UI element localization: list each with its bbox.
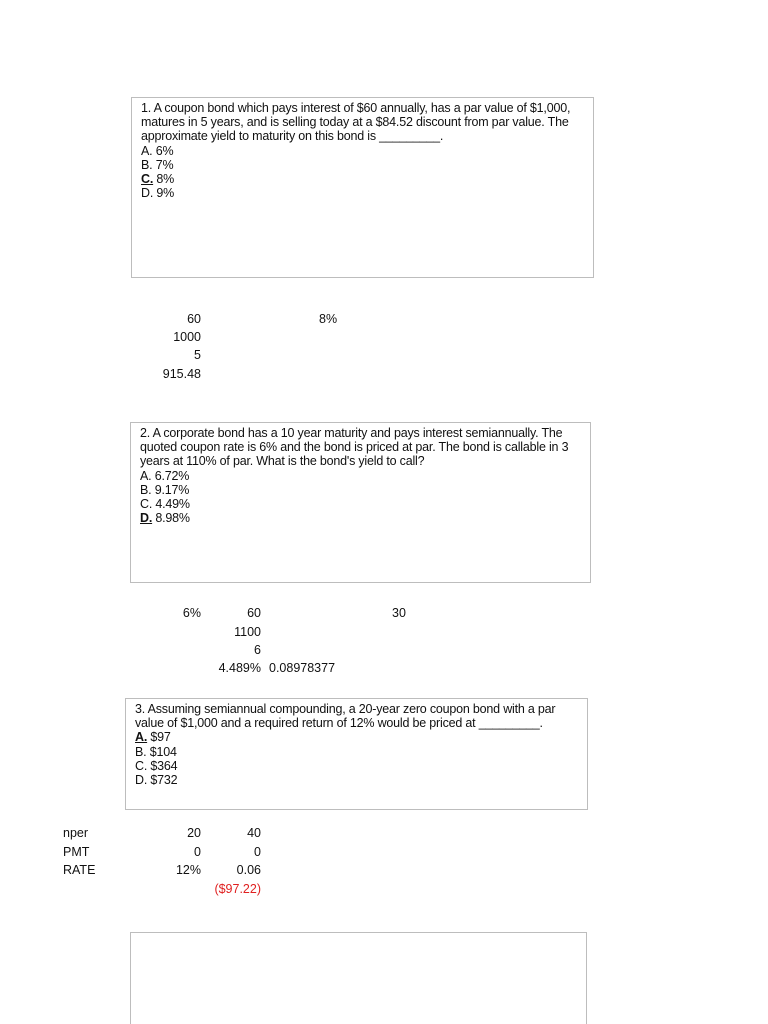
calc1-fv: 1000 xyxy=(173,330,201,344)
option-letter: B. xyxy=(140,482,152,497)
option-value: 7% xyxy=(155,157,174,172)
calc1-result: 8% xyxy=(319,312,338,326)
question-2-box xyxy=(130,422,591,583)
calc1-pv: 915.48 xyxy=(162,367,201,381)
option-letter: A. xyxy=(141,143,153,158)
calc3-nper-years: 20 xyxy=(187,826,201,840)
question-1-option-d xyxy=(141,186,587,200)
calc3-pmt-period: 0 xyxy=(254,845,261,859)
question-1-option-c xyxy=(141,172,587,186)
question-3-text: 3. Assuming semiannual compounding, a 20-year zero coupon bond with a par value of $1,000 and a required return of 12% would be priced at _________. xyxy=(135,702,556,731)
calc3-label-rate: RATE xyxy=(63,863,96,877)
calc3-label-pmt: PMT xyxy=(63,845,90,859)
calc1-nper: 5 xyxy=(194,348,201,362)
option-value: 8.98% xyxy=(155,511,190,526)
question-3-box xyxy=(125,698,588,810)
calc2-ytc-percent: 4.489% xyxy=(218,661,261,675)
question-2-option-a xyxy=(140,469,584,483)
option-value: $104 xyxy=(149,744,177,759)
question-1-option-a xyxy=(141,144,587,158)
option-letter: B. xyxy=(141,157,153,172)
option-value: 9% xyxy=(156,186,175,201)
question-2-option-d xyxy=(140,511,584,525)
option-letter: D. xyxy=(141,186,154,201)
calc2-nper: 6 xyxy=(254,643,261,657)
option-value: 9.17% xyxy=(154,482,190,497)
calc2-fv: 1100 xyxy=(234,625,261,639)
question-1-option-b xyxy=(141,158,587,172)
question-3-option-b xyxy=(135,745,581,759)
calc2-ytc-decimal: 0.08978377 xyxy=(269,661,336,675)
option-value: $364 xyxy=(150,758,178,773)
calc3-pmt-annual: 0 xyxy=(194,845,201,859)
option-letter-correct: C. xyxy=(141,172,154,187)
option-letter-correct: D. xyxy=(140,511,153,526)
question-3-option-d xyxy=(135,773,581,787)
question-2-text: 2. A corporate bond has a 10 year maturity and pays interest semiannually. The quoted coupon rate is 6% and the bond is priced at par. The bond is callable in 3 years at 110% of par. What is the bond's yield to call? xyxy=(140,426,569,469)
option-letter: C. xyxy=(140,497,153,512)
question-1-box xyxy=(131,97,594,278)
question-1-text: 1. A coupon bond which pays interest of $60 annually, has a par value of $1,000, matures in 5 years, and is selling today at a $84.52 discount from par value. The approximate yield to maturity on this bond is _________. xyxy=(141,101,571,144)
option-value: 6.72% xyxy=(154,468,190,483)
question-4-box-partial xyxy=(130,932,587,1024)
question-3-option-c xyxy=(135,759,581,773)
option-letter-correct: A. xyxy=(135,730,148,745)
question-2-option-c xyxy=(140,497,584,511)
calc2-pmt: 60 xyxy=(247,606,261,620)
calc3-nper-periods: 40 xyxy=(247,826,261,840)
option-letter: D. xyxy=(135,773,148,788)
option-value: 6% xyxy=(155,143,174,158)
calc3-price-result: ($97.22) xyxy=(214,882,261,896)
calc3-rate-annual: 12% xyxy=(175,863,201,877)
option-value: 8% xyxy=(156,172,175,187)
calc2-periods: 30 xyxy=(392,606,406,620)
calc3-rate-period: 0.06 xyxy=(236,863,261,877)
question-3-option-a xyxy=(135,730,581,744)
calc2-rate: 6% xyxy=(182,606,201,620)
option-value: $97 xyxy=(150,730,171,745)
option-letter: C. xyxy=(135,758,148,773)
option-letter: A. xyxy=(140,468,152,483)
question-2-option-b xyxy=(140,483,584,497)
option-value: $732 xyxy=(150,773,178,788)
option-value: 4.49% xyxy=(155,497,190,512)
option-letter: B. xyxy=(135,744,147,759)
calc3-label-nper: nper xyxy=(63,826,89,840)
calc1-pmt: 60 xyxy=(187,312,201,326)
